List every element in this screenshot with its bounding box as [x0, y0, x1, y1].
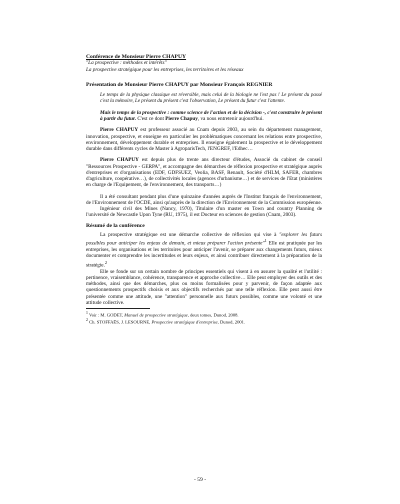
- bio-paragraph-2: Pierre CHAPUY est depuis plus de trente ans directeur d'études, Associé du cabinet de conseil "Ressources Prospective - GERPA", et accompagne des démarches de réflexion prospective et stratégique auprès d'entreprises et d'organisations (EDF, GDFSUEZ, Veolia, BASF, Renault, Société d'HLM, SAFER, chambres d'agriculture, coopérative…), de collectivités locales (agences d'urbanisme…) et de services de l'Etat (ministères en charge de l'Equipement, de l'environnement, des transports…): [86, 157, 322, 189]
- opening-quote: Le temps de la physique classique est réversible, mais celui de la biologie ne l'est pas ! Le présent du passé c'est la mémoire, Le présent du présent c'est l'observation, Le présent du futur c'est l'attente.: [100, 92, 322, 104]
- bio-paragraph-4: Ingénieur civil des Mines (Nancy, 1970), Titulaire d'un master en Town and country Planning de l'université de Newcastle Upon Tyne (RU, 1975), il est Docteur en sciences de gestion (Cnam, 2003).: [86, 206, 322, 219]
- bio-paragraph-3: Il a été consultant pendant plus d'une quinzaine d'années auprès de l'Institut français de l'environnement, de l'Environnement de l'OCDE, ainsi qu'auprès de la direction de l'Environnement de la Commission européenne.: [86, 193, 322, 206]
- footnote-divider: [86, 308, 150, 309]
- footnote-1: $^1$ Voir : M. GODET, Manuel de prospective stratégique, deux tomes, Dunod, 2008.: [86, 311, 239, 318]
- conference-subtitle-2: La prospective stratégique pour les entreprises, les territoires et les réseaux: [86, 66, 244, 73]
- bio-paragraph-1: Pierre CHAPUY est professeur associé au Cnam depuis 2003, au sein du département management, innovation, prospective, et enseigne en particulier les problématiques concernant les relations entre prospective, environnement, développement durable et entreprises. Il enseigne également la prospective et le développement durable dans différents cycles de Master à AgroparisTech, l'ENGREF, l'Edhec…: [86, 127, 322, 153]
- document-page: [86, 54, 322, 325]
- footnote-2: $^2$ Ch. STOFFAËS, J. LESOURNE, Prospective stratégique d'entreprise, Dunod, 2001.: [86, 318, 246, 325]
- conference-subtitle: "La prospective : méthodes et intérêts": [86, 60, 167, 67]
- page-number: - 59 -: [193, 477, 207, 483]
- conference-title: Conférence de Monsieur Pierre CHAPUY: [86, 54, 187, 60]
- future-paragraph: Mais le temps de la prospective : comme science de l'action et de la décision -, c'est construire le présent à partir du futur. C'est ce dont Pierre Chapuy, va nous entretenir aujourd'hui.: [100, 109, 322, 123]
- summary-heading: Résumé de la conférence: [86, 222, 145, 229]
- summary-paragraph-2: Elle se fonde sur un certain nombre de principes essentiels qui visent à en assurer la qualité et l'utilité : pertinence, vraisemblance, cohérence, transparence et approche collective… Elle peut employer des outils et des méthodes, ainsi que des démarches, plus ou moins formalisées pour y parvenir, de façon adaptée aux questionnements prospectifs choisis et aux objectifs recherchés par une telle réflexion. Elle peut aussi être présentée comme une attitude, une "attention" personnelle aux futurs possibles, comme une volonté et une attitude collective.: [86, 268, 322, 306]
- presentation-heading: Présentation de Monsieur Pierre CHAPUY par Monsieur François REGNIER: [86, 81, 273, 88]
- summary-paragraph-1: La prospective stratégique est une démarche collective de réflexion qui vise à "explorer les futurs possibles pour anticiper les enjeux de demain, et mieux préparer l'action présente"$^1$ Elle est pratiquée par les entreprises, les organisations et les territoires pour anticiper l'avenir, se préparer aux changements futurs, mieux documenter et comprendre les incertitudes et leurs enjeux, et ainsi contribuer directement à la préparation de la stratégie.$^2$: [86, 231, 322, 269]
